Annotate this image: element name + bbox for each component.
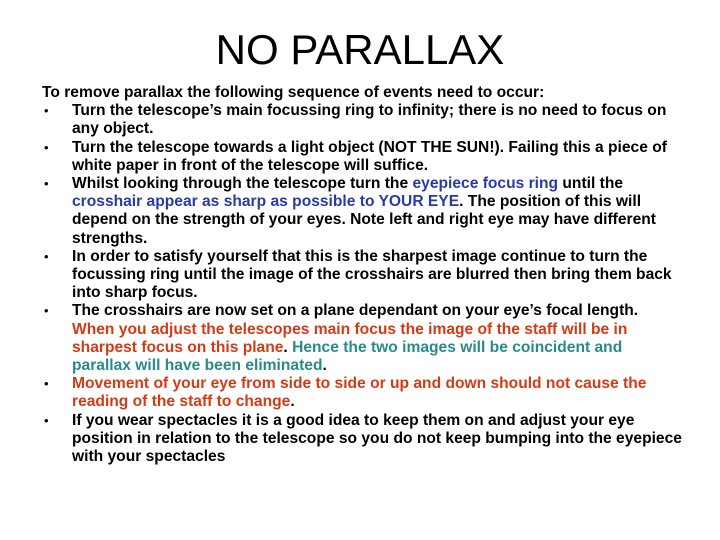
bullet-text-segment: Turn the telescope’s main focussing ring to infinity; there is no need to focus on any object. [72, 102, 667, 138]
slide-body [42, 84, 682, 466]
bullet-text-segment: When you adjust the telescopes main focus the image of the staff will be in sharpest focus on this plane [72, 320, 628, 356]
bullet-dot-icon: • [44, 176, 49, 192]
bullet-dot-icon: • [44, 103, 49, 119]
bullet-text-segment: The crosshairs are now set on a plane dependant on your eye’s focal length. [72, 302, 639, 320]
bullet-text-segment: Movement of your eye from side to side or up and down should not cause the reading of the staff to change [72, 375, 647, 411]
slide-title: NO PARALLAX [215, 26, 505, 73]
bullet-item [42, 102, 682, 138]
intro-text: To remove parallax the following sequence of events need to occur: [42, 84, 545, 101]
bullet-dot-icon: • [44, 248, 49, 264]
bullet-text-segment: until the [558, 175, 624, 193]
bullet-text-segment: Turn the telescope towards a light object (NOT THE SUN!). Failing this a piece of white paper in front of the telescope will suffice. [72, 138, 667, 174]
bullet-dot-icon: • [44, 139, 49, 155]
bullet-item [42, 139, 682, 175]
bullet-dot-icon: • [44, 412, 49, 428]
bullet-item [42, 302, 682, 375]
bullet-text-segment: . [290, 393, 295, 411]
bullet-dot-icon: • [44, 376, 49, 392]
bullet-item [42, 248, 682, 303]
bullet-text-segment: . The position of this will depend on the strength of your eyes. Note left and right eye may have different strengths. [72, 193, 657, 247]
bullet-text-segment: If you wear spectacles it is a good idea to keep them on and adjust your eye position in relation to the telescope so you do not keep bumping into the eyepiece with your spectacles [72, 411, 682, 466]
bullet-text-segment: In order to satisfy yourself that this is the sharpest image continue to turn the focussing ring until the image of the crosshairs are blurred then bring them back into sharp focus. [72, 247, 672, 302]
bullet-dot-icon: • [44, 303, 49, 319]
bullet-text-segment: . [283, 338, 293, 356]
bullet-text-segment: Whilst looking through the telescope turn the [72, 175, 413, 193]
bullet-text-segment: . [322, 357, 327, 375]
bullet-item [42, 375, 682, 411]
bullet-item [42, 412, 682, 467]
bullet-text-segment: eyepiece focus ring [412, 175, 559, 193]
bullet-text-segment: crosshair appear as sharp as possible to YOUR EYE [72, 193, 460, 211]
bullet-list [42, 102, 682, 466]
bullet-text-segment: Hence the two images will be coincident and parallax will have been eliminated [72, 338, 623, 375]
bullet-item [42, 175, 682, 248]
